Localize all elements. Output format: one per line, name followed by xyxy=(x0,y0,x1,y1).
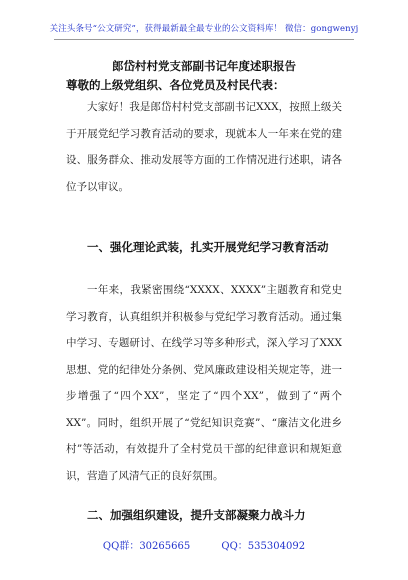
document-title: 郎岱村村党支部副书记年度述职报告 xyxy=(112,59,296,73)
section-heading-1: 一、强化理论武装，扎实开展党纪学习教育活动 xyxy=(87,240,329,254)
header-divider xyxy=(54,39,354,40)
intro-paragraph: 大家好！我是郎岱村村党支部副书记XXX，按照上级关于开展党纪学习教育活动的要求，现就本人一年来在党的建设、服务群众、推动发展等方面的工作情况进行述职，请各位予以审议。 xyxy=(66,101,342,193)
section-1-paragraph: 一年来，我紧密围绕“XXXX、XXXX”主题教育和党史学习教育，认真组织并积极参与党纪学习教育活动。通过集中学习、专题研讨、在线学习等多种形式，深入学习了XXX思想、党的纪律处分条例、党风廉政建设相关规定等，进一步增强了“四个XX”，坚定了“四个XX”，做到了“两个XX”。同时，组织开展了“党纪知识竞赛”、“廉洁文化进乡村”等活动，有效提升了全村党员干部的纪律意识和规矩意识，营造了风清气正的良好氛围。 xyxy=(66,284,342,482)
salutation: 尊敬的上级党组织、各位党员及村民代表： xyxy=(66,78,285,92)
section-heading-2: 二、加强组织建设，提升支部凝聚力战斗力 xyxy=(87,508,306,522)
footer-contacts xyxy=(0,537,408,552)
header-banner: 关注头条号“公文研究”，获得最新最全最专业的公文资料库！ 微信：gongwenyj xyxy=(49,24,359,34)
footer-qq-group: QQ群：30265665 xyxy=(102,541,191,552)
footer-qq: QQ：535304092 xyxy=(221,541,306,552)
